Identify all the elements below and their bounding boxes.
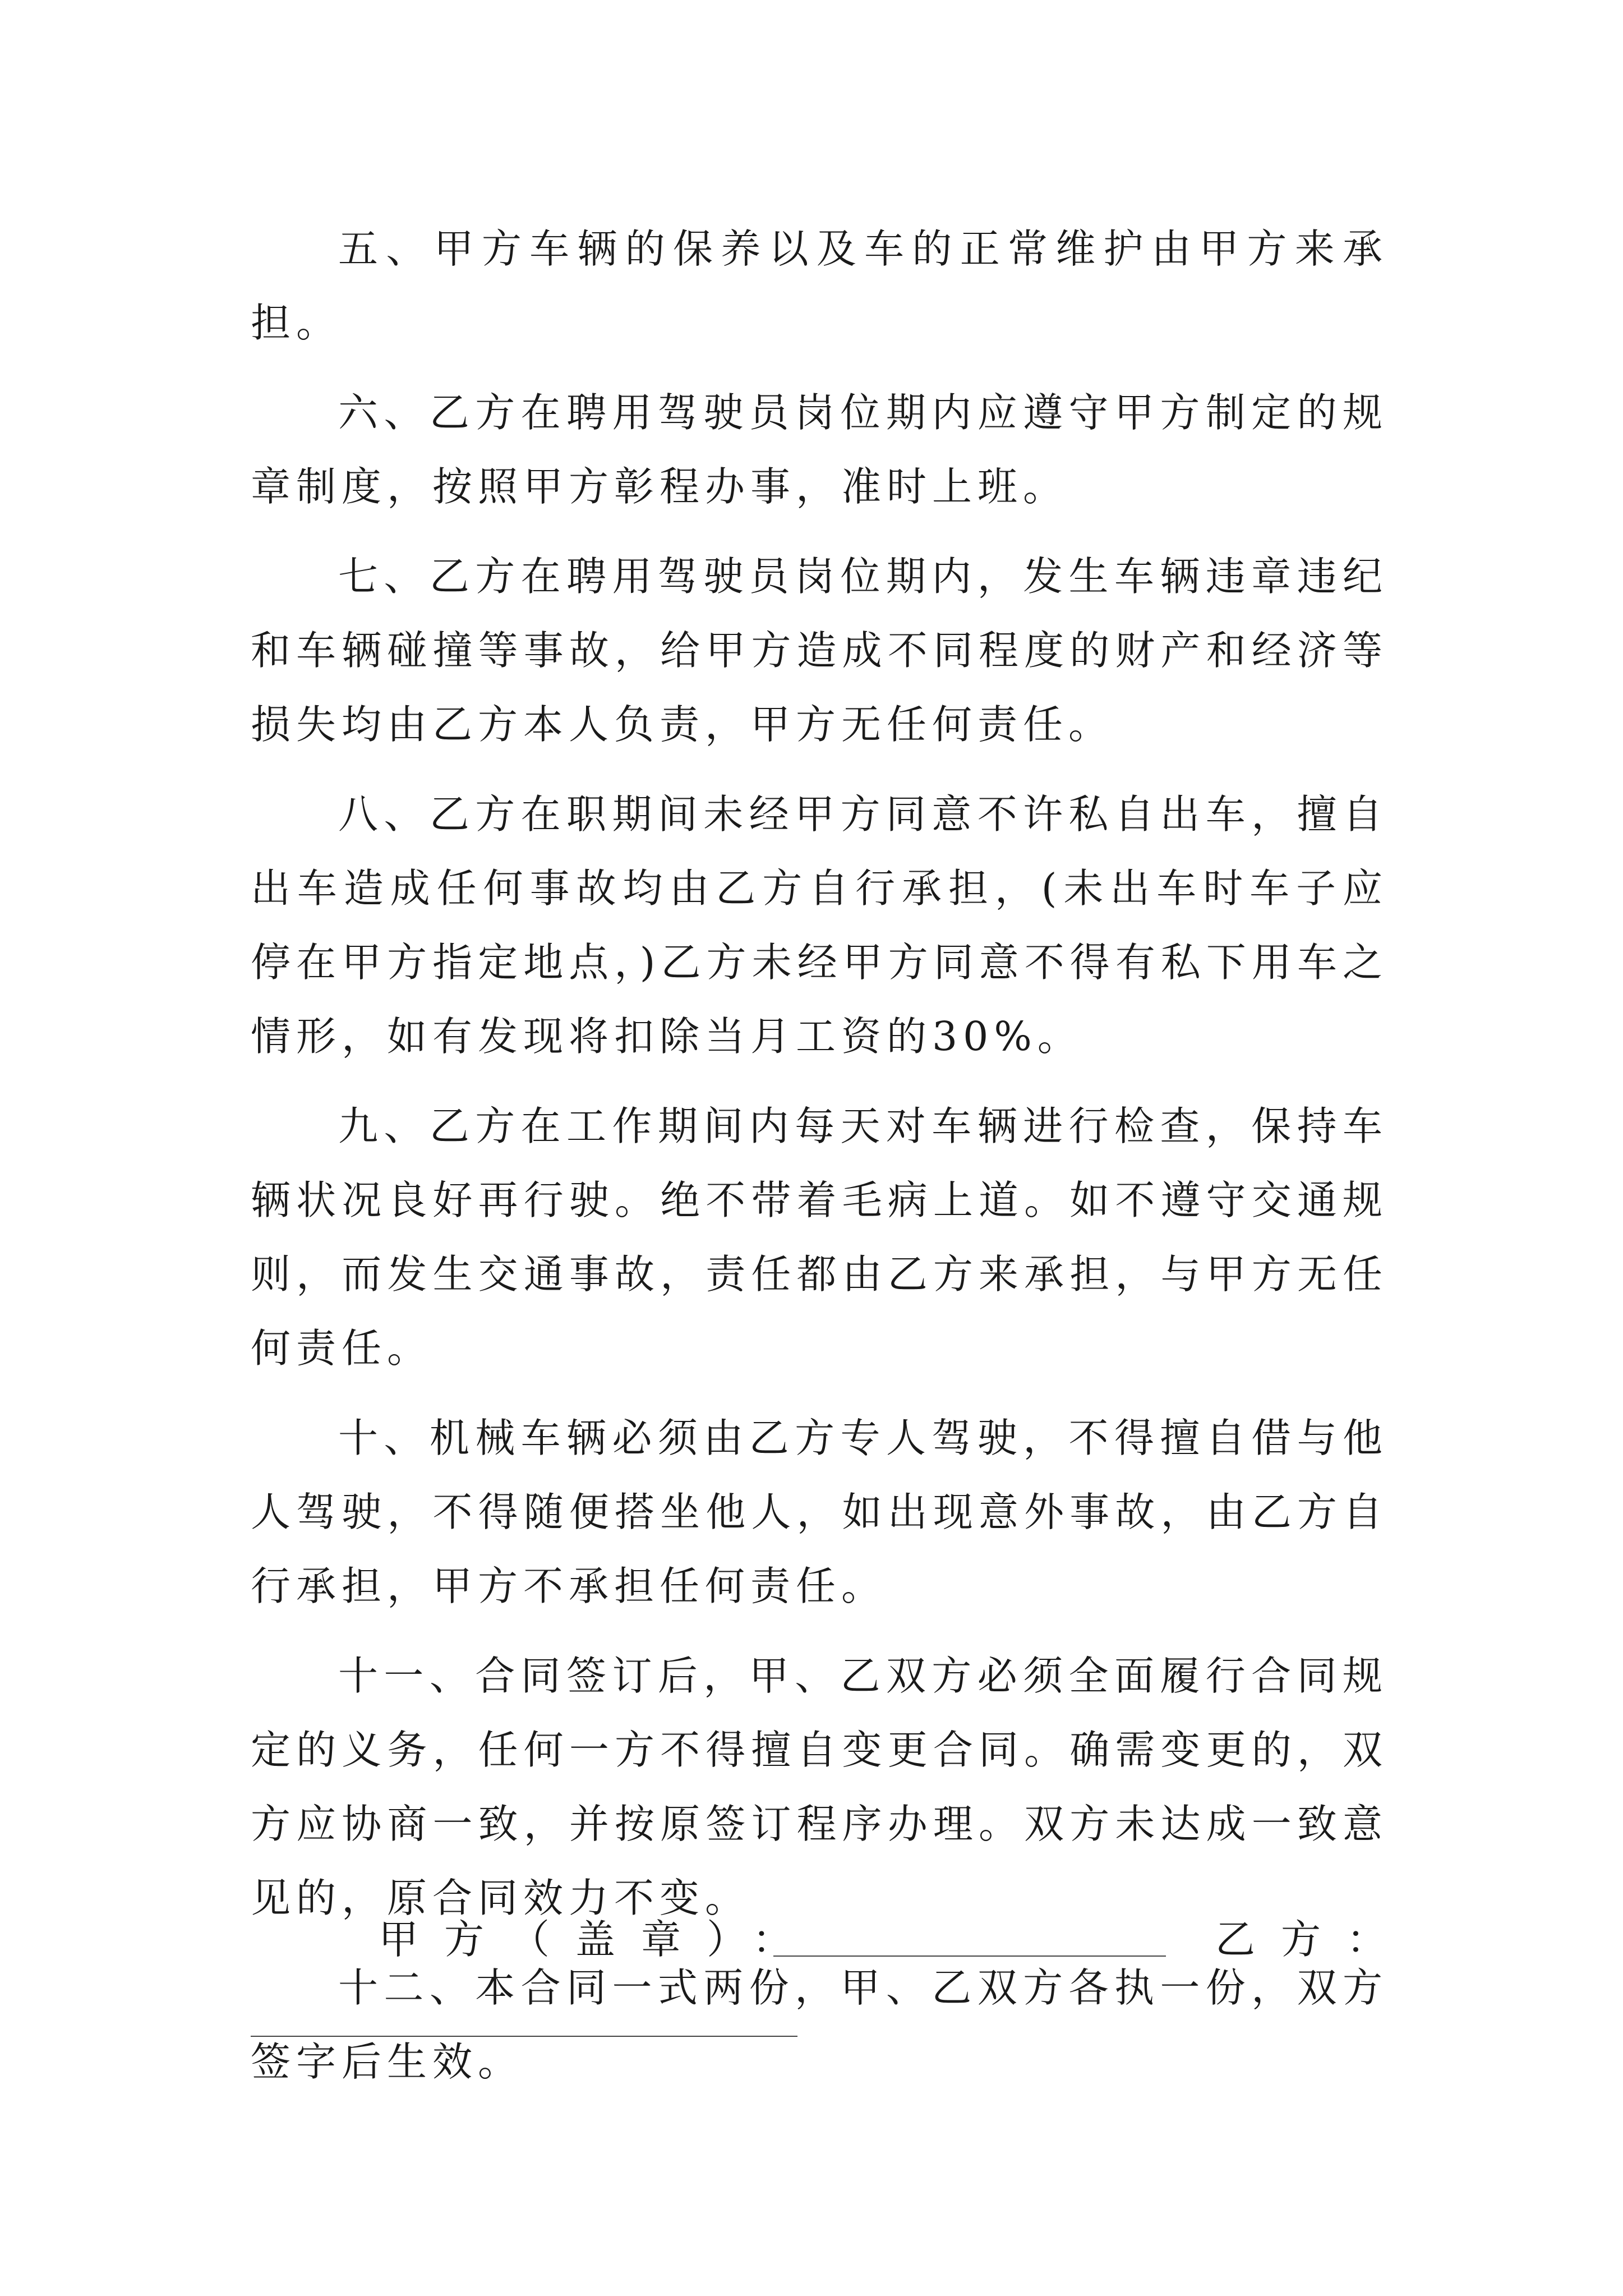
clause-12: 十二、本合同一式两份，甲、乙双方各执一份，双方签字后生效。 [251, 1964, 1388, 2085]
clause-8: 八、乙方在职期间未经甲方同意不许私自出车，擅自出车造成任何事故均由乙方自行承担，(未出车时车子应停在甲方指定地点，)乙方未经甲方同意不得有私下用车之情形，如有发现将扣除当月工资的30%。 [251, 791, 1388, 1060]
clause-5: 五、甲方车辆的保养以及车的正常维护由甲方来承担。 [251, 226, 1388, 346]
signature-row [251, 1906, 1413, 1973]
clause-7: 七、乙方在聘用驾驶员岗位期内，发生车辆违章违纪和车辆碰撞等事故，给甲方造成不同程度的财产和经济等损失均由乙方本人负责，甲方无任何责任。 [251, 553, 1388, 748]
clause-9: 九、乙方在工作期间内每天对车辆进行检查，保持车辆状况良好再行驶。绝不带着毛病上道。如不遵守交通规则，而发生交通事故，责任都由乙方来承担，与甲方无任何责任。 [251, 1103, 1388, 1372]
clause-11: 十一、合同签订后，甲、乙双方必须全面履行合同规定的义务，任何一方不得擅自变更合同。确需变更的，双方应协商一致，并按原签订程序办理。双方未达成一致意见的，原合同效力不变。 [251, 1653, 1388, 1921]
party-b-label: 乙方： [1215, 1916, 1413, 1963]
party-a-seal-label: 甲方（盖章）： [379, 1916, 818, 1963]
party-b-signature-blank [251, 2036, 797, 2037]
contract-body [251, 212, 1388, 2115]
clause-10: 十、机械车辆必须由乙方专人驾驶，不得擅自借与他人驾驶，不得随便搭坐他人，如出现意外事故，由乙方自行承担，甲方不承担任何责任。 [251, 1415, 1388, 1609]
clause-6: 六、乙方在聘用驾驶员岗位期内应遵守甲方制定的规章制度，按照甲方彰程办事，准时上班。 [251, 389, 1388, 510]
party-a-signature-blank [773, 1955, 1166, 1957]
